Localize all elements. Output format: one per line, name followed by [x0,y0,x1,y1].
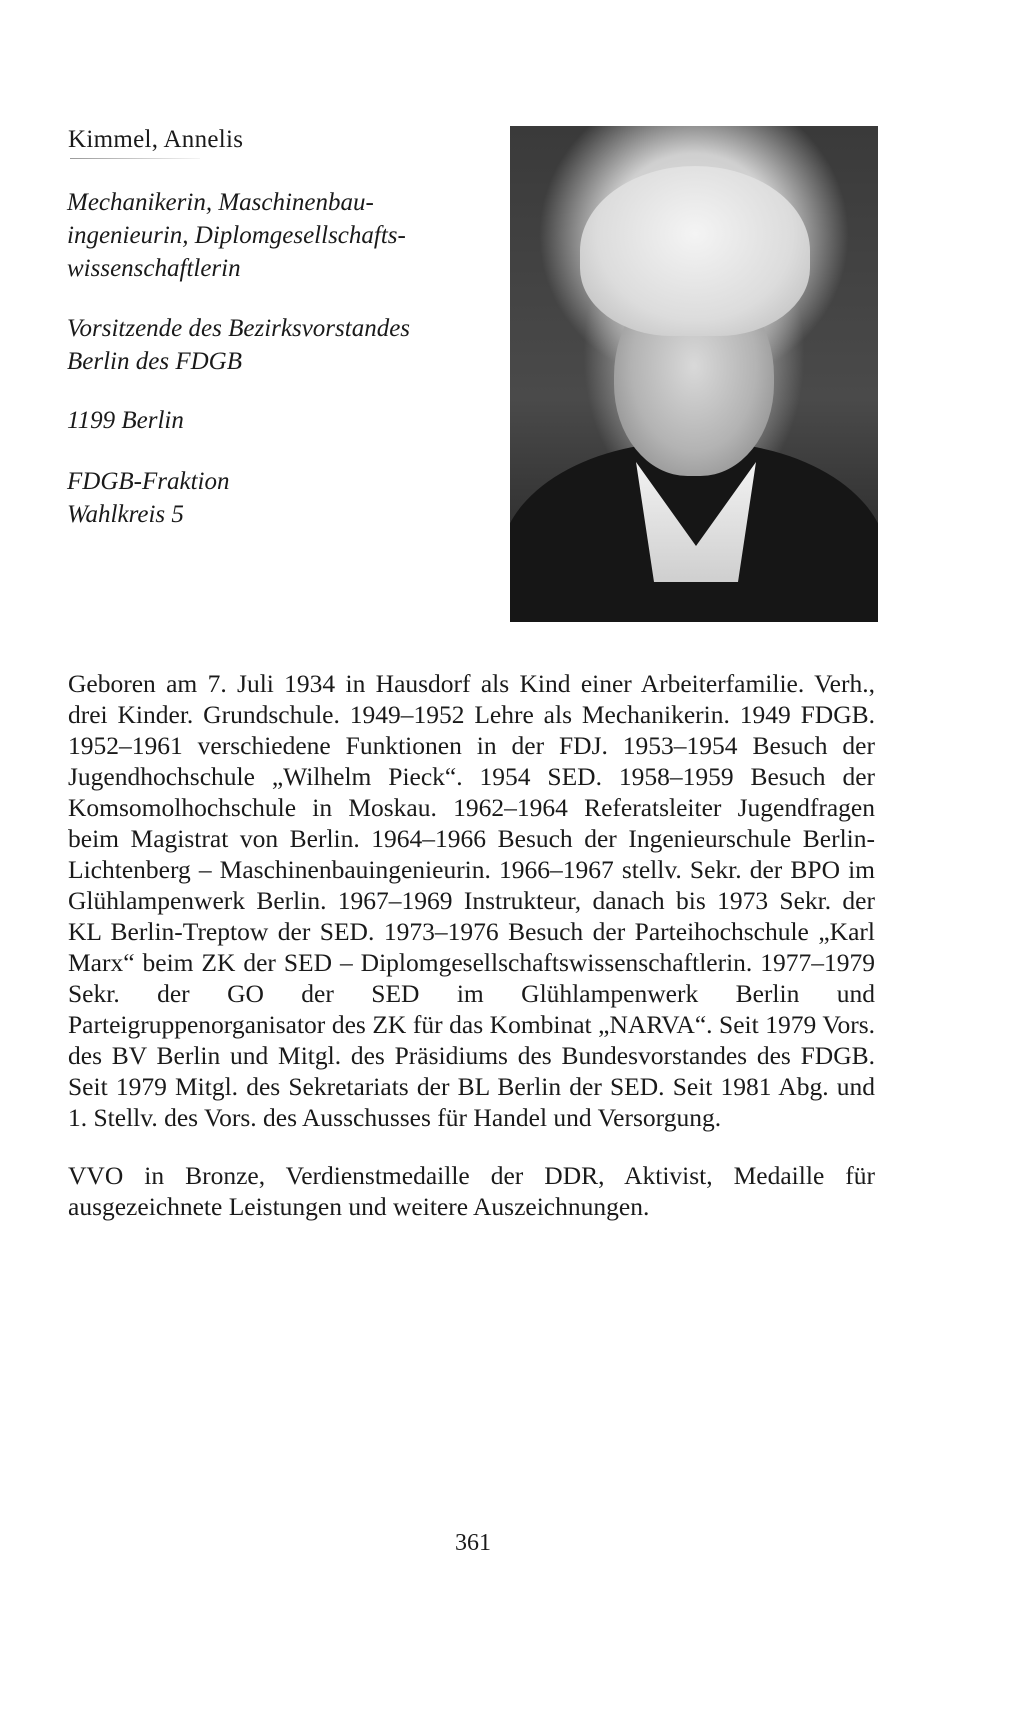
person-name: Kimmel, Annelis [68,126,244,153]
faction: FDGB-Fraktion [67,468,230,495]
position: Vorsitzende des Bezirksvorstandes Berlin des FDGB [67,315,411,375]
portrait-photo [510,126,878,622]
faction-block [67,465,229,531]
constituency: Wahlkreis 5 [67,501,184,528]
awards: VVO in Bronze, Verdienstmedaille der DDR, Aktivist, Medaille für ausgezeichnete Leistungen und weitere Auszeichnungen. [68,1161,875,1221]
page-number: 361 [455,1530,491,1556]
address: 1199 Berlin [67,407,184,434]
portrait-hair [580,166,810,336]
biography: Geboren am 7. Juli 1934 in Hausdorf als Kind einer Arbeiterfamilie. Verh., drei Kinder. Grundschule. 1949–1952 Lehre als Mechanikerin. 1949 FDGB. 1952–1961 verschiedene Funktionen in der FDJ. 1953–1954 Besuch der Jugendhochschule „Wilhelm Pieck“. 1954 SED. 1958–1959 Besuch der Komsomolhochschule in Moskau. 1962–1964 Referatsleiter Jugendfragen beim Magistrat von Berlin. 1964–1966 Besuch der Ingenieurschule Berlin-Lichtenberg – Maschinenbauingenieurin. 1966–1967 stellv. Sekr. der BPO im Glühlampenwerk Berlin. 1967–1969 Instrukteur, danach bis 1973 Sekr. der KL Berlin-Treptow der SED. 1973–1976 Besuch der Parteihochschule „Karl Marx“ beim ZK der SED – Diplomgesellschaftswissenschaftlerin. 1977–1979 Sekr. der GO der SED im Glühlampenwerk Berlin und Parteigruppenorganisator des ZK für das Kombinat „NARVA“. Seit 1979 Vors. des BV Berlin und Mitgl. des Präsidiums des Bundesvorstandes des FDGB. Seit 1979 Mitgl. des Sekretariats der BL Berlin der SED. Seit 1981 Abg. und 1. Stellv. des Vors. des Ausschusses für Handel und Versorgung. [68,669,875,1132]
occupation: Mechanikerin, Maschinenbau-ingenieurin, Diplomgesellschafts-wissenschaftlerin [67,189,406,282]
name-underline [70,158,200,159]
